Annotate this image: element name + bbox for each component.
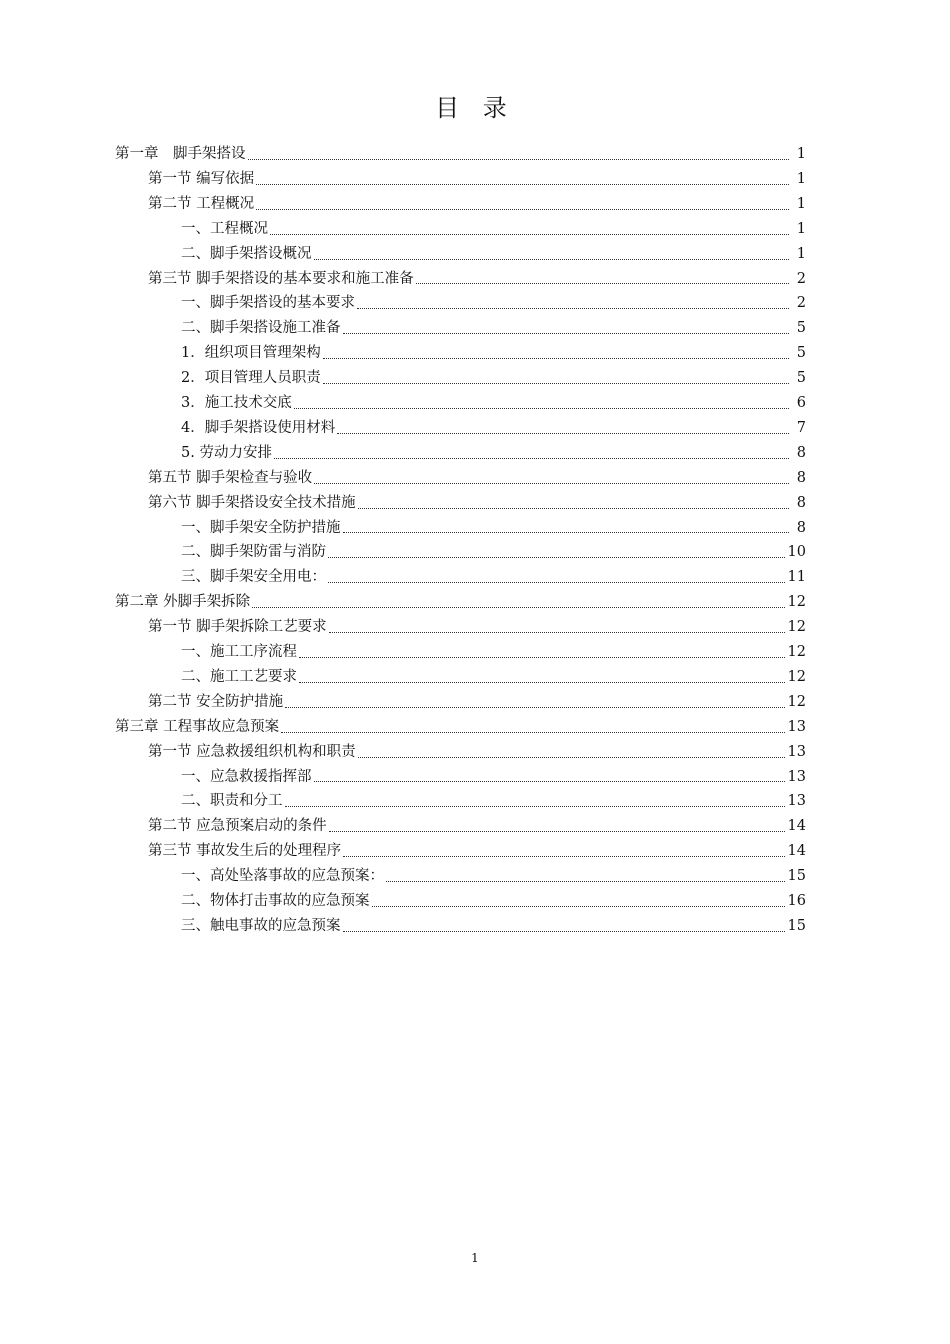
toc-entry-page: 13 xyxy=(787,768,806,785)
toc-entry-page: 12 xyxy=(787,644,806,660)
toc-entry-label: 第二节 应急预案启动的条件 xyxy=(148,818,327,835)
toc-entry-page: 5 xyxy=(796,370,806,387)
toc-dot-leader xyxy=(274,458,789,459)
toc-entry-page: 14 xyxy=(787,843,806,860)
toc-entry[interactable] xyxy=(181,516,806,541)
toc-entry-label: 第一节 编写依据 xyxy=(148,170,255,187)
toc-entry[interactable] xyxy=(181,864,806,889)
toc-entry-label: 第三章 工程事故应急预案 xyxy=(115,718,280,735)
toc-entry[interactable] xyxy=(181,540,806,565)
toc-dot-leader xyxy=(285,806,785,807)
toc-dot-leader xyxy=(416,283,789,284)
toc-entry-page: 2 xyxy=(796,270,806,287)
toc-entry[interactable] xyxy=(181,291,806,316)
page-number: 1 xyxy=(471,1251,479,1265)
toc-entry[interactable] xyxy=(148,267,806,292)
toc-entry-label: 二、施工工艺要求 xyxy=(181,668,297,685)
toc-entry-page: 1 xyxy=(796,195,806,212)
toc-entry-label: 第三节 脚手架搭设的基本要求和施工准备 xyxy=(148,270,414,287)
toc-entry-label: 二、脚手架搭设概况 xyxy=(181,245,312,262)
toc-entry-page: 8 xyxy=(796,494,806,511)
toc-dot-leader xyxy=(299,682,785,683)
toc-dot-leader xyxy=(323,358,789,359)
toc-entry-page: 8 xyxy=(796,519,806,536)
toc-entry-label: 二、职责和分工 xyxy=(181,793,283,810)
toc-dot-leader xyxy=(358,757,785,758)
toc-entry-label: 三、触电事故的应急预案 xyxy=(181,917,341,934)
toc-entry-label: 二、脚手架搭设施工准备 xyxy=(181,320,341,337)
toc-entry-label: 二、物体打击事故的应急预案 xyxy=(181,893,370,909)
toc-entry-page: 15 xyxy=(787,868,806,885)
toc-entry-page: 14 xyxy=(787,818,806,835)
toc-entry-label: 一、应急救援指挥部 xyxy=(181,768,312,785)
toc-dot-leader xyxy=(343,931,785,932)
toc-entry-label: 第二章 外脚手架拆除 xyxy=(115,594,251,611)
toc-dot-leader xyxy=(343,532,790,533)
toc-entry-page: 1 xyxy=(796,245,806,262)
toc-dot-leader xyxy=(294,408,789,409)
toc-entry-page: 12 xyxy=(787,693,806,710)
toc-dot-leader xyxy=(248,159,790,160)
toc-entry[interactable] xyxy=(181,889,806,914)
toc-entry-page: 10 xyxy=(787,544,806,561)
toc-entry-page: 12 xyxy=(787,594,806,611)
toc-entry[interactable] xyxy=(148,615,806,640)
toc-entry[interactable] xyxy=(181,789,806,814)
page-title: 目 录 xyxy=(435,94,515,122)
toc-entry[interactable] xyxy=(181,665,806,690)
toc-entry-label: 1．组织项目管理架构 xyxy=(181,345,321,362)
toc-entry[interactable] xyxy=(115,142,806,167)
toc-entry-page: 11 xyxy=(787,569,806,586)
toc-entry[interactable] xyxy=(148,491,806,516)
toc-entry-label: 第六节 脚手架搭设安全技术措施 xyxy=(148,494,356,511)
toc-entry[interactable] xyxy=(181,416,806,441)
toc-dot-leader xyxy=(337,433,789,434)
toc-entry-label: 第二节 工程概况 xyxy=(148,195,255,212)
toc-entry-label: 一、高处坠落事故的应急预案： xyxy=(181,868,384,885)
toc-entry[interactable] xyxy=(148,466,806,491)
toc-entry[interactable] xyxy=(181,341,806,366)
toc-entry-label: 第五节 脚手架检查与验收 xyxy=(148,469,313,486)
toc-entry[interactable] xyxy=(181,366,806,391)
toc-entry-label: 一、施工工序流程 xyxy=(181,644,297,660)
toc-entry-page: 13 xyxy=(787,718,806,735)
toc-entry[interactable] xyxy=(181,316,806,341)
toc-entry-page: 8 xyxy=(796,444,806,461)
toc-dot-leader xyxy=(343,333,790,334)
toc-entry-label: 二、脚手架防雷与消防 xyxy=(181,544,326,561)
toc-entry[interactable] xyxy=(148,814,806,839)
toc-dot-leader xyxy=(285,707,784,708)
toc-entry[interactable] xyxy=(148,740,806,765)
toc-entry[interactable] xyxy=(148,690,806,715)
toc-entry-page: 5 xyxy=(796,320,806,337)
toc-entry-page: 13 xyxy=(787,793,806,810)
toc-entry-page: 7 xyxy=(796,419,806,436)
toc-entry-label: 第一节 脚手架拆除工艺要求 xyxy=(148,619,327,636)
toc-entry-label: 第二节 安全防护措施 xyxy=(148,693,284,710)
toc-entry[interactable] xyxy=(181,242,806,267)
toc-dot-leader xyxy=(299,657,785,658)
toc-dot-leader xyxy=(372,906,785,907)
toc-dot-leader xyxy=(328,557,785,558)
toc-entry[interactable] xyxy=(115,715,806,740)
toc-entry-page: 1 xyxy=(796,220,806,237)
toc-entry[interactable] xyxy=(148,192,806,217)
toc-dot-leader xyxy=(252,607,784,608)
toc-entry[interactable] xyxy=(181,217,806,242)
toc-dot-leader xyxy=(256,209,789,210)
toc-entry[interactable] xyxy=(148,167,806,192)
toc-entry-page: 2 xyxy=(796,295,806,312)
toc-entry[interactable] xyxy=(181,914,806,939)
toc-entry-page: 1 xyxy=(796,170,806,187)
toc-entry-label: 一、工程概况 xyxy=(181,220,268,237)
toc-entry-label: 4．脚手架搭设使用材料 xyxy=(181,419,336,436)
toc-dot-leader xyxy=(314,781,785,782)
toc-dot-leader xyxy=(328,582,785,583)
toc-dot-leader xyxy=(270,234,789,235)
toc-dot-leader xyxy=(329,632,785,633)
toc-entry[interactable] xyxy=(115,590,806,615)
toc-entry-page: 15 xyxy=(787,917,806,934)
toc-entry[interactable] xyxy=(148,839,806,864)
toc-entry-page: 6 xyxy=(796,395,806,411)
toc-entry-label: 2．项目管理人员职责 xyxy=(181,370,321,387)
toc-entry-page: 5 xyxy=(796,345,806,362)
toc-dot-leader xyxy=(343,856,784,857)
toc-entry-page: 16 xyxy=(787,893,806,909)
toc-entry-page: 12 xyxy=(787,668,806,685)
toc-entry[interactable] xyxy=(181,441,806,466)
toc-entry-label: 三、脚手架安全用电： xyxy=(181,569,326,586)
toc-entry-page: 8 xyxy=(796,469,806,486)
toc-entry-label: 一、脚手架安全防护措施 xyxy=(181,519,341,536)
toc-entry[interactable] xyxy=(181,765,806,790)
toc-entry[interactable] xyxy=(181,391,806,416)
toc-entry[interactable] xyxy=(181,640,806,665)
toc-entry-label: 一、脚手架搭设的基本要求 xyxy=(181,295,355,312)
toc-dot-leader xyxy=(357,308,789,309)
toc-dot-leader xyxy=(386,881,785,882)
toc-dot-leader xyxy=(256,184,789,185)
toc-entry-label: 3．施工技术交底 xyxy=(181,395,292,411)
toc-entry-page: 1 xyxy=(796,146,806,162)
toc-entry-label: 第三节 事故发生后的处理程序 xyxy=(148,843,342,860)
toc-entry[interactable] xyxy=(181,565,806,590)
toc-entry-label: 第一节 应急救援组织机构和职责 xyxy=(148,743,356,760)
toc-dot-leader xyxy=(329,831,785,832)
toc-entry-page: 12 xyxy=(787,619,806,636)
toc-dot-leader xyxy=(314,483,789,484)
toc-entry-label: 第一章 脚手架搭设 xyxy=(115,146,246,162)
toc-dot-leader xyxy=(281,732,784,733)
toc-dot-leader xyxy=(358,508,789,509)
toc-entry-page: 13 xyxy=(787,743,806,760)
toc-entry-label: 5. 劳动力安排 xyxy=(181,444,272,461)
toc-dot-leader xyxy=(314,259,790,260)
toc-dot-leader xyxy=(323,383,789,384)
